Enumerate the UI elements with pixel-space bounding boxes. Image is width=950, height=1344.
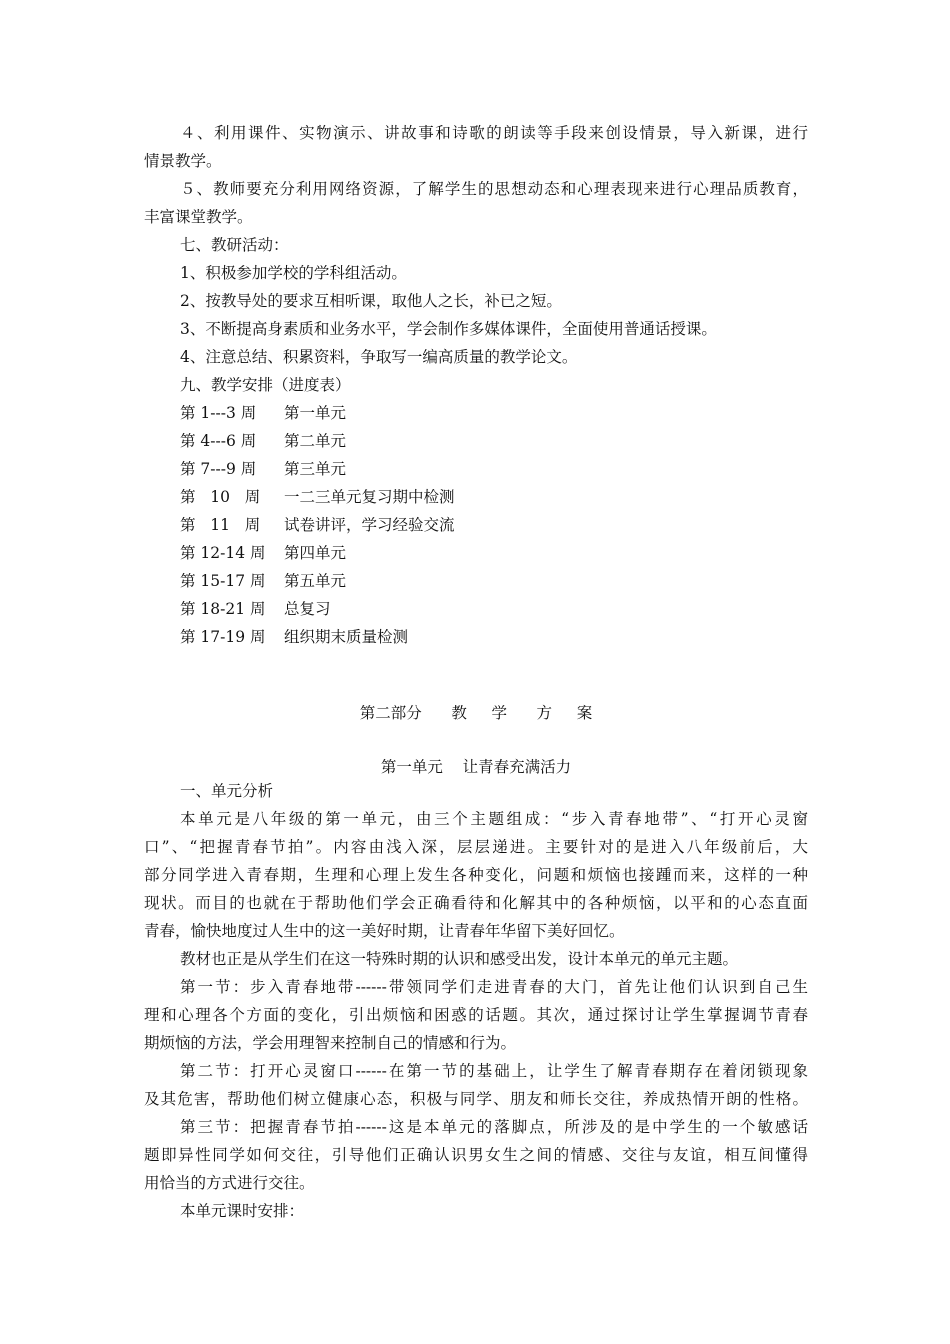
intro-line-2: 口”、“把握青春节拍”。内容由浅入深，层层递进。主要针对的是进入八年级前后，大 (144, 838, 808, 856)
unit-schedule-line: 本单元课时安排： (180, 1202, 305, 1220)
section3-line-3: 用恰当的方式进行交往。 (144, 1174, 315, 1192)
section2-line-2: 及其危害，帮助他们树立健康心态，积极与同学、朋友和师长交往，养成热情开朗的性格。 (144, 1090, 808, 1108)
schedule-week: 第 7---9 周 (180, 460, 257, 478)
schedule-row (180, 599, 331, 619)
research-item-3: 3、不断提高身素质和业务水平，学会制作多媒体课件，全面使用普通话授课。 (180, 320, 717, 338)
method-item-4-line-1: ４、利用课件、实物演示、讲故事和诗歌的朗读等手段来创设情景，导入新课，进行 (180, 124, 808, 142)
schedule-week: 第 17-19 周 (180, 628, 266, 646)
schedule-content: 一二三单元复习期中检测 (284, 488, 455, 506)
schedule-content: 第五单元 (284, 572, 347, 590)
analysis-heading: 一、单元分析 (180, 782, 274, 800)
research-heading: 七、教研活动： (180, 236, 289, 254)
material-line: 教材也正是从学生们在这一特殊时期的认识和感受出发，设计本单元的单元主题。 (180, 950, 739, 968)
schedule-content: 总复习 (284, 600, 331, 618)
schedule-row (180, 487, 455, 507)
schedule-week: 第 10 周 (180, 488, 261, 506)
section1-line-2: 理和心理各个方面的变化，引出烦恼和困惑的话题。其次，通过探讨让学生掌握调节青春 (144, 1006, 808, 1024)
section3-line-2: 题即异性同学如何交往，引导他们正确认识男女生之间的情感、交往与友谊，相互间懂得 (144, 1146, 808, 1164)
schedule-row (180, 431, 346, 451)
schedule-heading: 九、教学安排（进度表） (180, 376, 351, 394)
method-item-5-line-2: 丰富课堂教学。 (144, 208, 253, 226)
research-item-2: 2、按教导处的要求互相听课，取他人之长，补已之短。 (180, 292, 562, 310)
schedule-row (180, 459, 346, 479)
schedule-row (180, 571, 346, 591)
schedule-row (180, 627, 408, 647)
schedule-row (180, 543, 346, 563)
schedule-content: 第二单元 (284, 432, 347, 450)
section1-line-1: 第一节：步入青春地带------带领同学们走进青春的大门，首先让他们认识到自己生 (180, 978, 808, 996)
schedule-content: 第三单元 (284, 460, 347, 478)
schedule-week: 第 18-21 周 (180, 600, 266, 618)
method-item-5-line-1: ５、教师要充分利用网络资源，了解学生的思想动态和心理表现来进行心理品质教育， (180, 180, 808, 198)
schedule-content: 试卷讲评，学习经验交流 (284, 516, 455, 534)
part-two-title: 第二部分 教 学 方 案 (359, 704, 593, 722)
schedule-content: 第一单元 (284, 404, 347, 422)
schedule-row (180, 403, 346, 423)
intro-line-5: 青春，愉快地度过人生中的这一美好时期，让青春年华留下美好回忆。 (144, 922, 625, 940)
method-item-4-line-2: 情景教学。 (144, 152, 222, 170)
schedule-content: 组织期末质量检测 (284, 628, 409, 646)
section2-line-1: 第二节：打开心灵窗口------在第一节的基础上，让学生了解青春期存在着闭锁现象 (180, 1062, 808, 1080)
intro-line-1: 本单元是八年级的第一单元，由三个主题组成：“步入青春地带”、“打开心灵窗 (180, 810, 808, 828)
research-item-1: 1、积极参加学校的学科组活动。 (180, 264, 407, 282)
schedule-week: 第 11 周 (180, 516, 261, 534)
schedule-week: 第 15-17 周 (180, 572, 266, 590)
schedule-week: 第 12-14 周 (180, 544, 266, 562)
intro-line-4: 现状。而目的也就在于帮助他们学会正确看待和化解其中的各种烦恼，以平和的心态直面 (144, 894, 808, 912)
schedule-row (180, 515, 455, 535)
unit-title: 第一单元 让青春充满活力 (380, 758, 572, 776)
schedule-content: 第四单元 (284, 544, 347, 562)
section3-line-1: 第三节：把握青春节拍------这是本单元的落脚点，所涉及的是中学生的一个敏感话 (180, 1118, 808, 1136)
section1-line-3: 期烦恼的方法，学会用理智来控制自己的情感和行为。 (144, 1034, 517, 1052)
research-item-4: 4、注意总结、积累资料，争取写一编高质量的教学论文。 (180, 348, 578, 366)
schedule-week: 第 4---6 周 (180, 432, 257, 450)
schedule-week: 第 1---3 周 (180, 404, 257, 422)
intro-line-3: 部分同学进入青春期，生理和心理上发生各种变化，问题和烦恼也接踵而来，这样的一种 (144, 866, 808, 884)
